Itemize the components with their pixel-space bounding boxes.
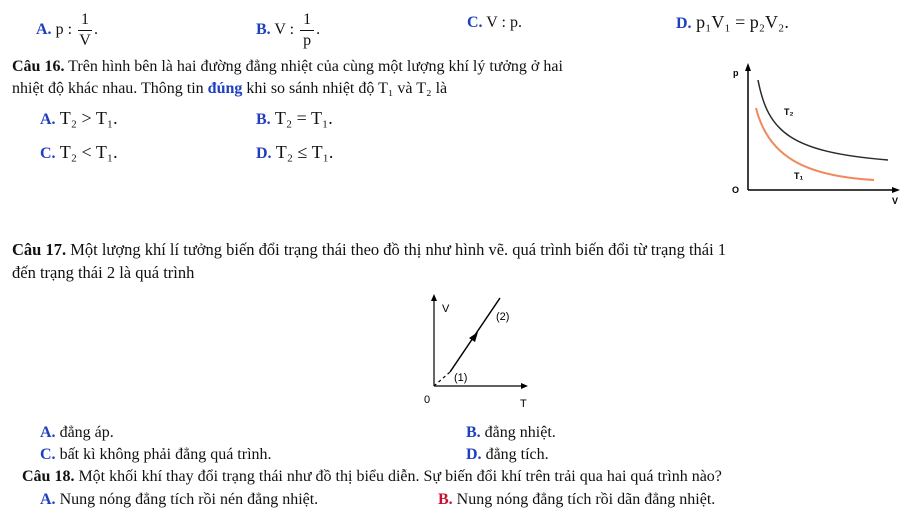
question-text: khi so sánh nhiệt độ T₁ và T₂ là <box>246 80 448 97</box>
question-text: nhiệt độ khác nhau. Thông tin <box>12 80 204 97</box>
option-label: B. <box>256 111 271 128</box>
option-label: A. <box>40 111 56 128</box>
isotherm-t1-curve <box>756 108 874 180</box>
curve-t1-label: T₁ <box>794 171 804 181</box>
option-label: D. <box>466 446 482 463</box>
p-axis-label: p <box>733 68 739 78</box>
option-end: . <box>94 21 99 39</box>
option-end: . <box>316 21 321 39</box>
curve-t2-label: T₂ <box>784 107 794 117</box>
q16-isotherm-graph <box>724 60 910 210</box>
origin-label: 0 <box>424 394 431 406</box>
option-text: T₂ = T₁. <box>274 108 333 128</box>
v-axis-arrow-icon <box>431 294 437 301</box>
q16-option-b[interactable] <box>256 108 333 129</box>
q17-option-a[interactable] <box>40 424 114 442</box>
origin-label: O <box>732 185 740 195</box>
option-label: C. <box>40 446 56 463</box>
question-text: Trên hình bên là hai đường đẳng nhiệt của cùng một lượng khí lý tưởng ở hai <box>68 58 563 75</box>
q18-stem-line1 <box>22 468 722 486</box>
option-text: p₁V₁ = p₂V₂. <box>696 12 789 32</box>
question-text: Một lượng khí lí tưởng biến đổi trạng thái theo đồ thị như hình vẽ. quá trình biến đổi từ trạng thái 1 <box>70 240 727 259</box>
option-text: đẳng nhiệt. <box>484 424 556 441</box>
option-text: đẳng tích. <box>485 446 549 463</box>
extension-dashed-line <box>434 372 450 386</box>
fraction-numerator: 1 <box>300 12 314 31</box>
fraction <box>78 12 92 49</box>
v-axis-label: V <box>442 303 450 315</box>
option-text: V : p. <box>486 14 522 31</box>
q15-option-d[interactable] <box>676 12 789 33</box>
state-2-label: (2) <box>496 311 510 323</box>
q16-option-c[interactable] <box>40 142 118 163</box>
option-text: đẳng áp. <box>59 424 114 441</box>
option-prefix: V : <box>274 21 295 39</box>
fraction-denominator: V <box>79 32 91 49</box>
state-1-label: (1) <box>454 372 468 384</box>
v-axis-label: V <box>892 196 899 206</box>
q17-option-d[interactable] <box>466 446 549 464</box>
q18-option-b[interactable] <box>438 491 715 509</box>
q16-option-d[interactable] <box>256 142 333 163</box>
option-label: A. <box>40 424 56 441</box>
option-text: T₂ < T₁. <box>59 142 118 162</box>
option-text: T₂ ≤ T₁. <box>275 142 334 162</box>
q16-stem-line1 <box>12 58 563 76</box>
q17-stem-line2 <box>12 263 194 283</box>
t-axis-label: T <box>520 398 527 410</box>
option-text: T₂ > T₁. <box>59 108 118 128</box>
q15-option-a[interactable] <box>36 12 98 49</box>
emphasis-word: đúng <box>207 80 243 97</box>
option-label: B. <box>256 21 271 39</box>
fraction-numerator: 1 <box>78 12 92 31</box>
option-label: A. <box>40 491 56 508</box>
question-number: Câu 18. <box>22 468 75 485</box>
option-prefix: p : <box>55 21 73 39</box>
q17-option-b[interactable] <box>466 424 556 442</box>
option-label: B. <box>466 424 481 441</box>
q17-option-c[interactable] <box>40 446 272 464</box>
q16-stem-line2 <box>12 80 447 98</box>
question-number: Câu 17. <box>12 240 67 259</box>
option-label: B. <box>438 491 453 508</box>
option-label: D. <box>676 15 692 32</box>
q18-option-a[interactable] <box>40 491 318 509</box>
option-label: A. <box>36 21 52 39</box>
q17-vt-graph <box>416 290 536 412</box>
q16-option-a[interactable] <box>40 108 118 129</box>
p-axis-arrow-icon <box>745 63 751 71</box>
option-label: C. <box>40 145 56 162</box>
question-text: Một khối khí thay đổi trạng thái như đồ thị biểu diễn. Sự biến đổi khí trên trải qua hai quá trình nào? <box>78 468 722 485</box>
q17-stem-line1 <box>12 240 726 260</box>
fraction-denominator: p <box>303 32 312 49</box>
t-axis-arrow-icon <box>521 383 528 389</box>
question-number: Câu 16. <box>12 58 65 75</box>
option-text: bất kì không phải đẳng quá trình. <box>59 446 272 463</box>
option-label: D. <box>256 145 272 162</box>
v-axis-arrow-icon <box>892 187 900 193</box>
fraction <box>300 12 314 49</box>
q15-option-c[interactable] <box>467 14 522 32</box>
direction-arrow-icon <box>469 332 478 342</box>
q15-option-b[interactable] <box>256 12 320 49</box>
question-text: đến trạng thái 2 là quá trình <box>12 263 195 282</box>
option-text: Nung nóng đẳng tích rồi dãn đẳng nhiệt. <box>456 491 716 508</box>
option-text: Nung nóng đẳng tích rồi nén đẳng nhiệt. <box>59 491 319 508</box>
option-label: C. <box>467 14 483 31</box>
